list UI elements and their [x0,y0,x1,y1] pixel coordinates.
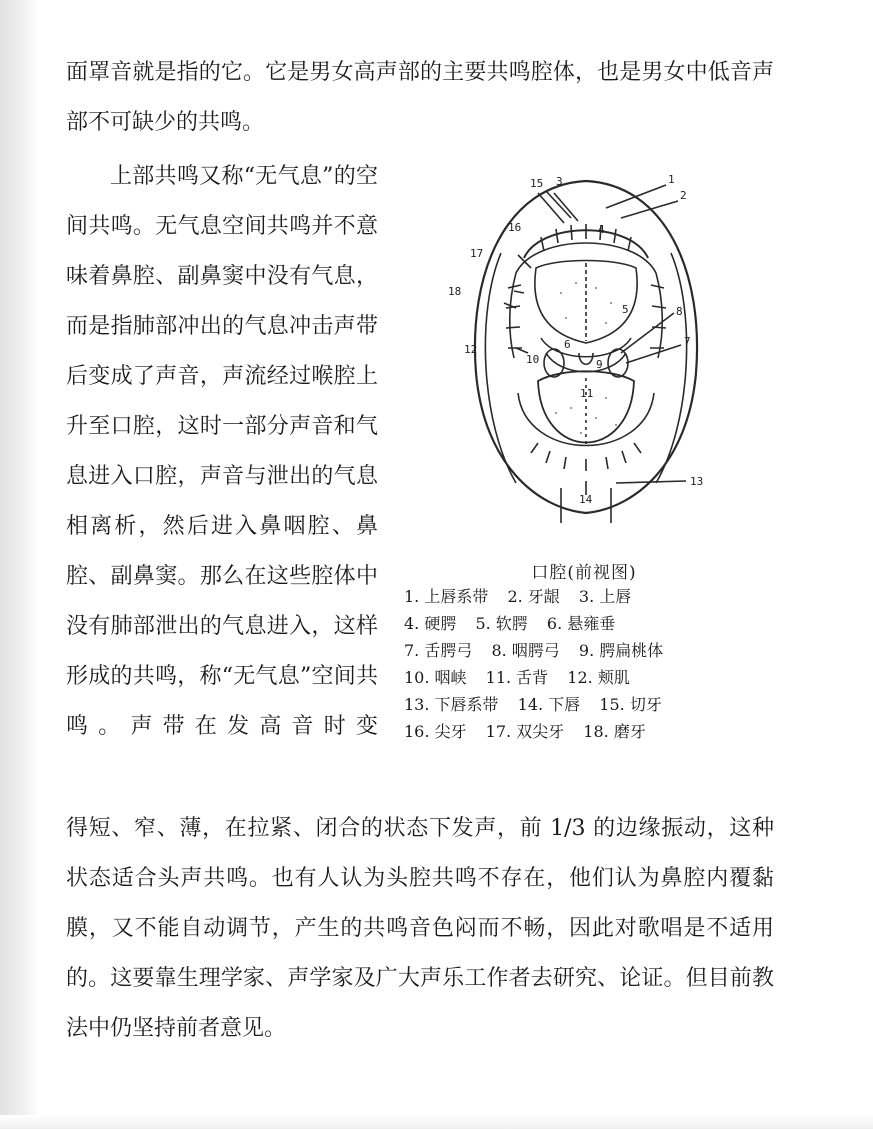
label-17: 17 [470,247,484,260]
legend-item: 12. 颊肌 [567,668,630,687]
legend-item: 5. 软腭 [475,614,528,633]
legend-item: 11. 舌背 [485,668,549,687]
label-3: 3 [556,175,563,188]
legend-item: 6. 悬雍垂 [546,614,616,633]
legend-row [404,692,774,719]
legend-item: 10. 咽峡 [404,668,467,687]
label-5: 5 [622,303,629,316]
legend-item: 17. 双尖牙 [485,722,565,741]
page-bottom-shade [0,1115,873,1129]
label-18: 18 [448,285,462,298]
label-12: 12 [464,343,478,356]
label-16: 16 [508,221,522,234]
legend-item: 18. 磨牙 [583,722,646,741]
legend-item: 15. 切牙 [599,695,662,714]
legend-item: 14. 下唇 [517,695,581,714]
label-13: 13 [690,475,704,488]
label-1: 1 [668,173,675,186]
paragraph-intro: 面罩音就是指的它。它是男女高声部的主要共鸣腔体，也是男女中低音声部不可缺少的共鸣。 [66,60,774,135]
paragraph-head-resonance: 得短、窄、薄，在拉紧、闭合的状态下发声，前 1/3 的边缘振动，这种状态适合头声共鸣。也有人认为头腔共鸣不存在，他们认为鼻腔内覆黏膜，又不能自动调节，产生的共鸣音色闷而不畅，因此对歌唱是不适用的。这要靠生理学家、声学家及广大声乐工作者去研究、论证。但目前教法中仍坚持前者意见。 [66,816,774,1041]
label-6: 6 [564,338,571,351]
label-9: 9 [596,358,603,371]
label-7: 7 [684,335,691,348]
legend-row [404,719,774,746]
legend-row [404,584,774,611]
legend-item: 2. 牙龈 [507,587,560,606]
oral-cavity-figure [394,163,774,743]
label-10: 10 [526,353,540,366]
label-4: 4 [598,223,605,236]
legend-item: 1. 上唇系带 [404,587,489,606]
legend-item: 13. 下唇系带 [404,695,499,714]
legend-row [404,665,774,692]
legend-item: 9. 腭扁桃体 [578,641,664,660]
paragraph-upper-resonance: 上部共鸣又称“无气息”的空间共鸣。无气息空间共鸣并不意味着鼻腔、副鼻窦中没有气息，而是指肺部冲出的气息冲击声带后变成了声音，声流经过喉腔上升至口腔，这时一部分声音和气息进入口腔，声音与泄出的气息相离析，然后进入鼻咽腔、鼻腔、副鼻窦。那么在这些腔体中没有肺部泄出的气息进入，这样形成的共鸣，称“无气息”空间共鸣。声带在发高音时变 [66,164,378,739]
legend-item: 3. 上唇 [578,587,632,606]
label-15: 15 [530,177,544,190]
figure-title: 口腔(前视图) [531,563,637,583]
figure-legend [404,584,774,746]
label-8: 8 [676,305,683,318]
page-edge-shadow [0,0,40,1129]
legend-item: 7. 舌腭弓 [404,641,473,660]
legend-row [404,638,774,665]
legend-item: 8. 咽腭弓 [491,641,560,660]
legend-item: 4. 硬腭 [404,614,457,633]
legend-row [404,611,774,638]
label-14: 14 [579,493,593,506]
oral-cavity-illustration [446,163,726,533]
legend-item: 16. 尖牙 [404,722,467,741]
label-2: 2 [680,189,687,202]
label-11: 11 [580,387,594,400]
